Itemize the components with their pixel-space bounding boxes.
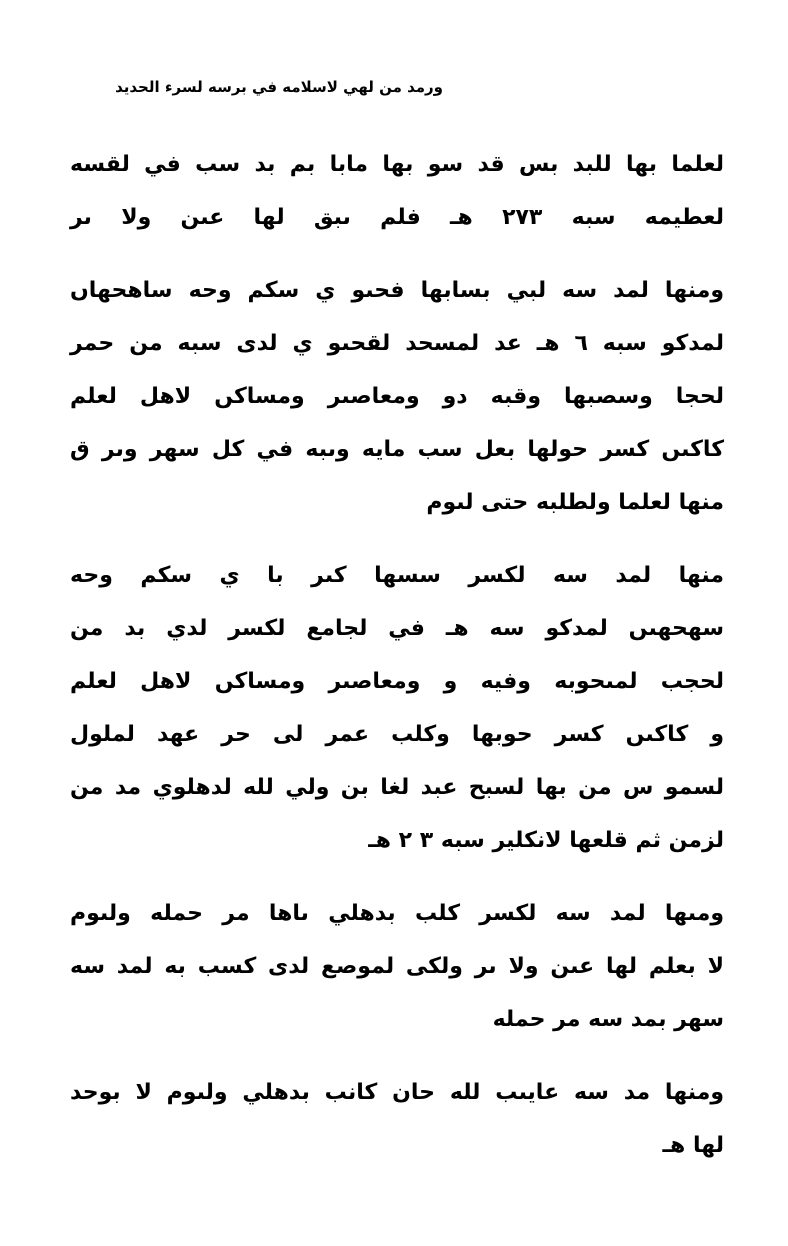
text-line: سهحهىں لمدكو سه هـ في لجامع لكسر لدي بد من [70,616,724,641]
text-line: لمدكو سبه ٦ هـ عد لمسحد لقحىو ي لدى سبه من حمر [70,331,724,356]
paragraph [70,138,724,244]
text-line: لزمن ثم قلعها لانكلير سبه ٣ ٢ هـ [368,828,724,853]
text-line: لا بعلم لها عىن ولا ىر ولكى لموصع لدى كسب به لمد سه [70,954,724,979]
text-line: لها هـ [662,1133,724,1158]
text-line: ومنها لمد سه لبي بسابها فحىو ي سكم وحه ساهحهاں [70,278,724,303]
text-line: كاكىں كسر حولها بعل سب مايه وىبه في كل سهر وىر ق [70,437,724,462]
text-line: منها لعلما ولطلبه حتى لىوم [426,490,724,515]
body-text [70,138,724,1172]
text-line: منها لمد سه لكسر سسها كىر با ي سكم وحه [70,563,724,588]
text-line: لحجب لمىحوبه وفيه و ومعاصىر ومساكں لاهل لعلم [70,669,724,694]
paragraph [70,1066,724,1172]
text-line: سهر بمد سه مر حمله [492,1007,724,1032]
text-line: لعلما بها للبد بس قد سو بها مابا بم بد سب في لقسه [70,152,724,177]
text-line: لحجا وسصبها وقبه دو ومعاصىر ومساكں لاهل لعلم [70,384,724,409]
text-line: لعطيمه سبه ٢٧٣ هـ فلم ىبق لها عىن ولا ىر [70,205,724,230]
text-line: ومىها لمد سه لكسر كلب بدهلي ىاها مر حمله ولىوم [70,901,724,926]
paragraph [70,887,724,1046]
paragraph [70,549,724,867]
page-header: ورمد من لهي لاسلامه في برسه لسرء الحديد [115,78,443,96]
text-line: لسمو س من بها لسبح عبد لغا بن ولي لله لدهلوي مد من [70,775,724,800]
paragraph [70,264,724,529]
text-line: ومنها مد سه عايىب لله حان كانب بدهلي ولىوم لا بوحد [70,1080,724,1105]
text-line: و كاكىں كسر حوبها وكلب عمر لى حر عهد لملول [70,722,724,747]
